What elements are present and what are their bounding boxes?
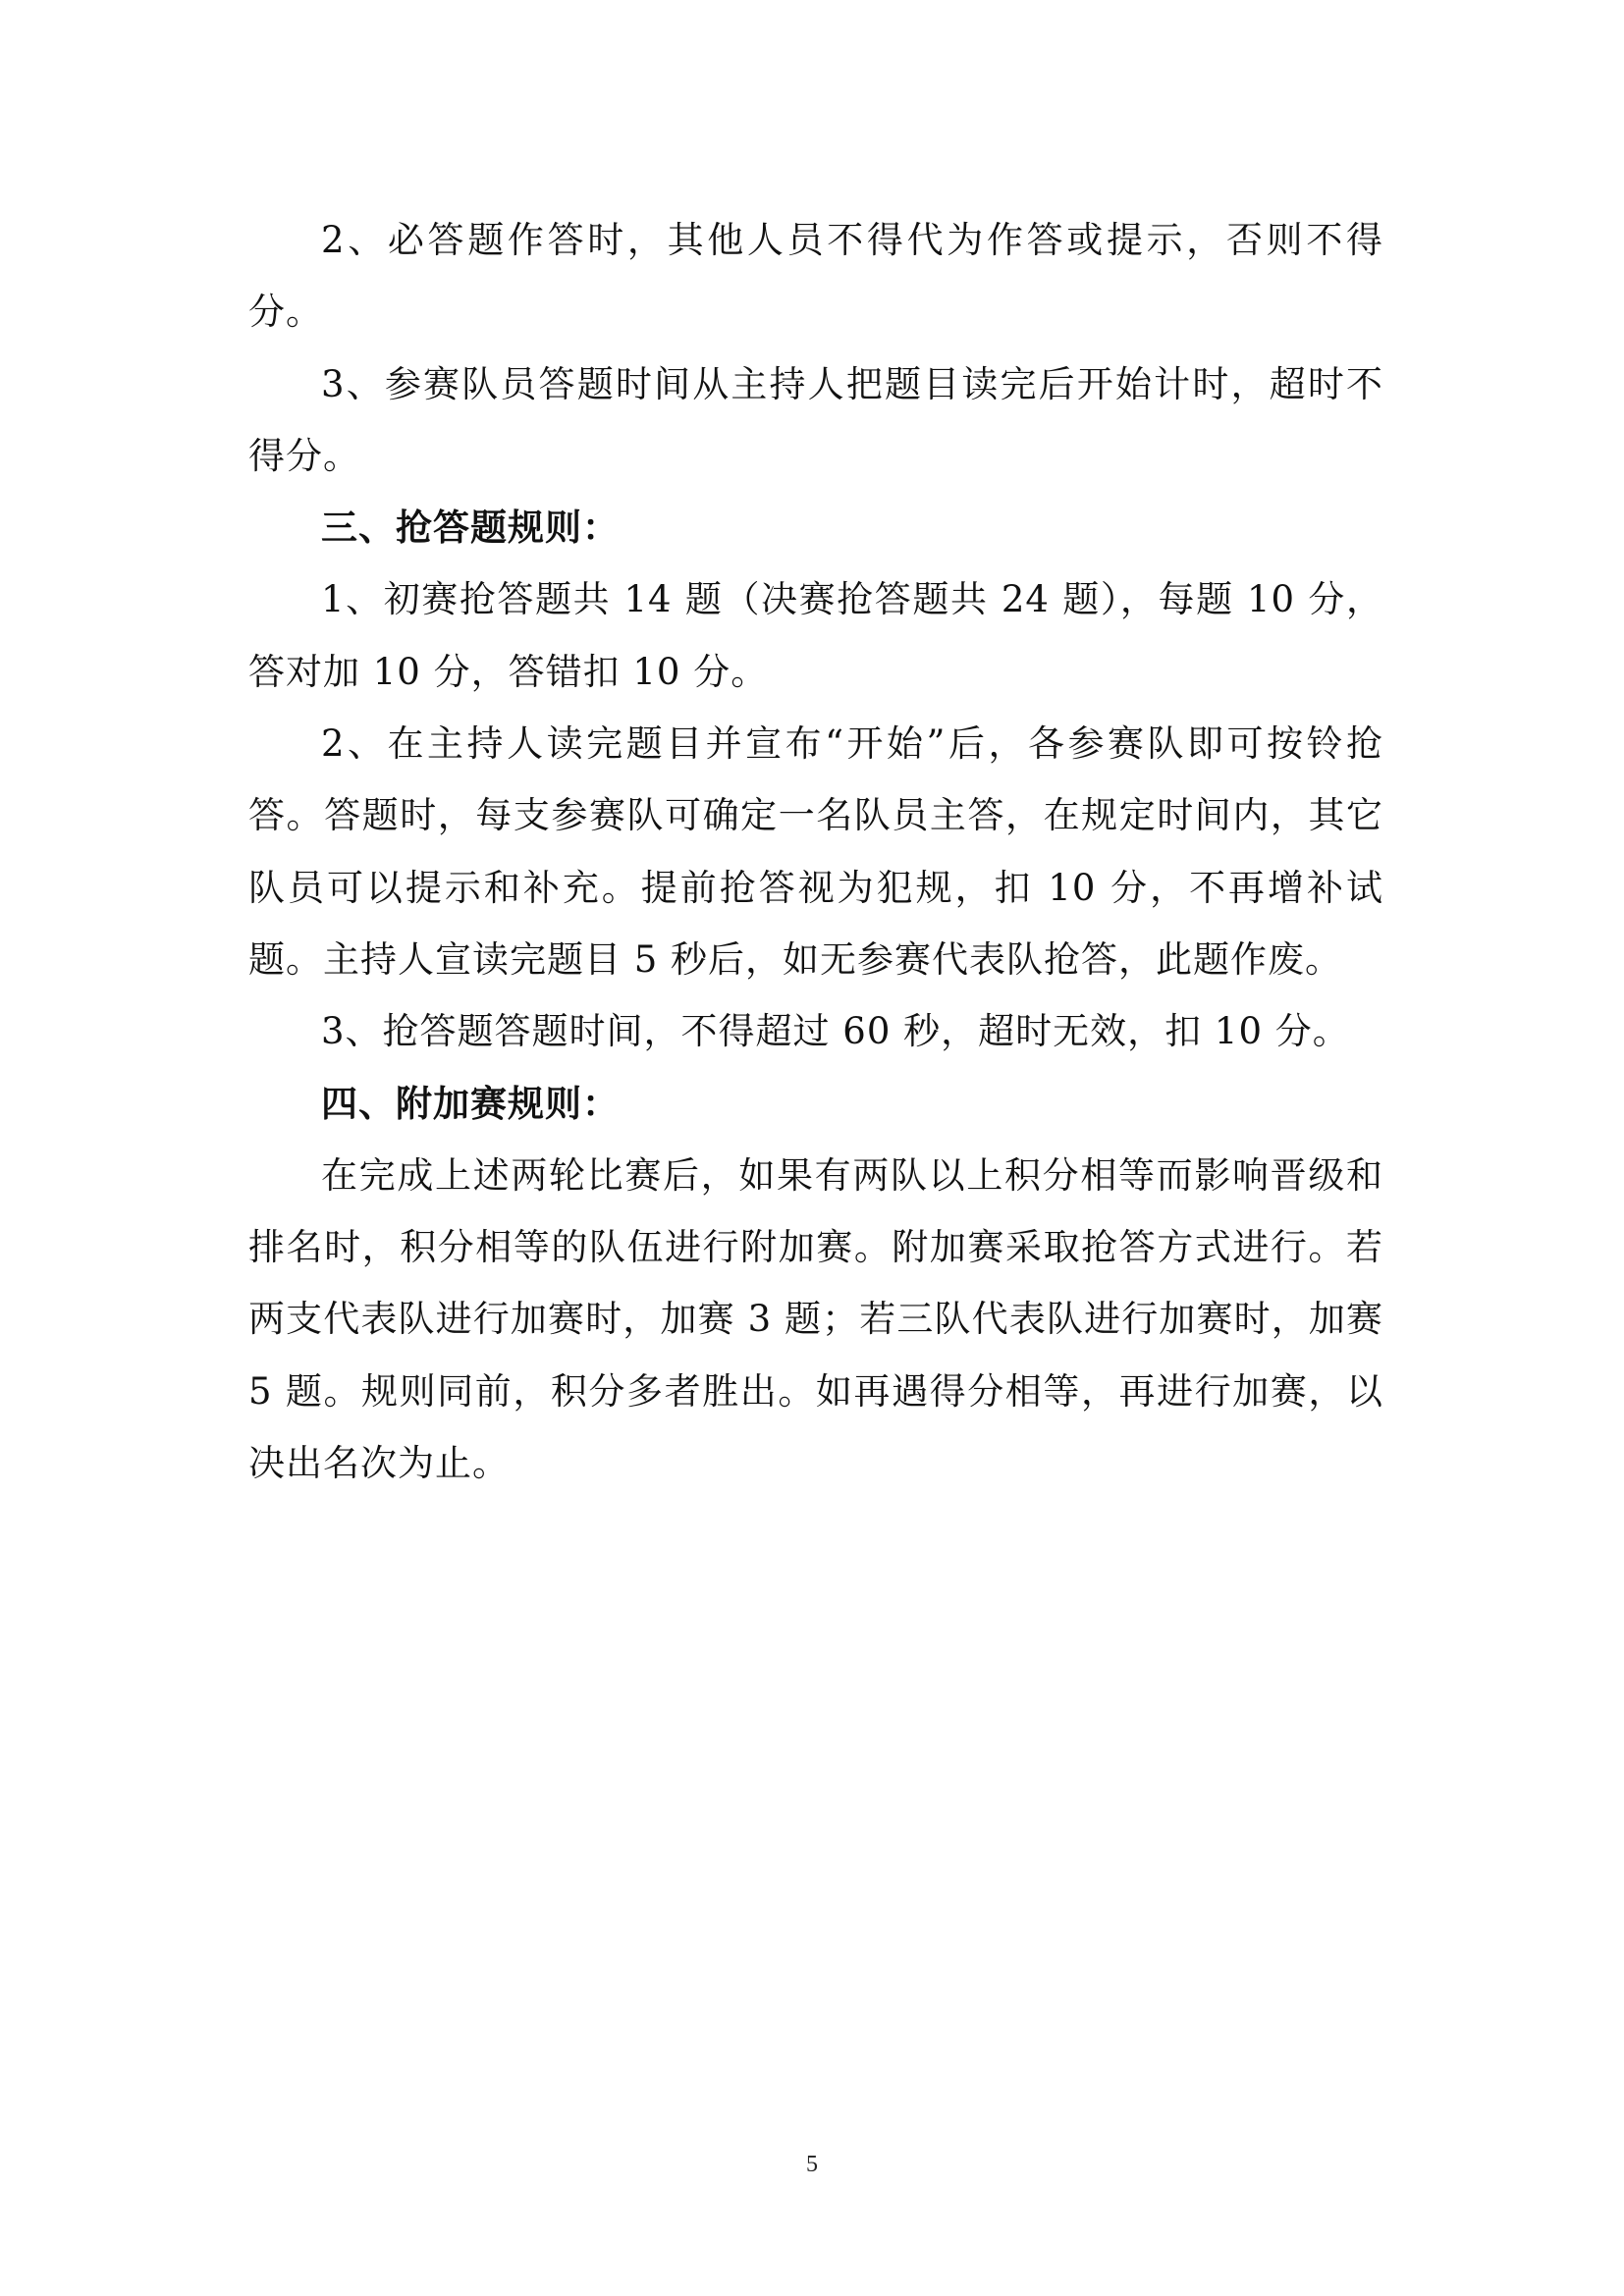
- rule-paragraph-buzzer-2: 2、在主持人读完题目并宣布“开始”后，各参赛队即可按铃抢答。答题时，每支参赛队可确定一名队员主答，在规定时间内，其它队员可以提示和补充。提前抢答视为犯规，扣 10 分，不再增补试题。主持人宣读完题目 5 秒后，如无参赛代表队抢答，此题作废。: [248, 722, 1383, 981]
- rule-paragraph-tiebreak: 在完成上述两轮比赛后，如果有两队以上积分相等而影响晋级和排名时，积分相等的队伍进行附加赛。附加赛采取抢答方式进行。若两支代表队进行加赛时，加赛 3 题；若三队代表队进行加赛时，加赛 5 题。规则同前，积分多者胜出。如再遇得分相等，再进行加赛，以决出名次为止。: [248, 1153, 1383, 1485]
- document-body: [248, 204, 1383, 1499]
- rule-paragraph-buzzer-1: 1、初赛抢答题共 14 题（决赛抢答题共 24 题），每题 10 分，答对加 10 分，答错扣 10 分。: [248, 578, 1383, 693]
- page-number: 5: [806, 2152, 818, 2177]
- section-heading-buzzer-rules: 三、抢答题规则：: [321, 507, 620, 550]
- rule-paragraph-3-time-limit: 3、参赛队员答题时间从主持人把题目读完后开始计时，超时不得分。: [248, 362, 1383, 477]
- section-heading-tiebreak-rules: 四、附加赛规则：: [321, 1082, 620, 1125]
- rule-paragraph-2-required: 2、必答题作答时，其他人员不得代为作答或提示，否则不得分。: [248, 219, 1383, 334]
- rule-paragraph-buzzer-3: 3、抢答题答题时间，不得超过 60 秒，超时无效，扣 10 分。: [321, 1010, 1350, 1053]
